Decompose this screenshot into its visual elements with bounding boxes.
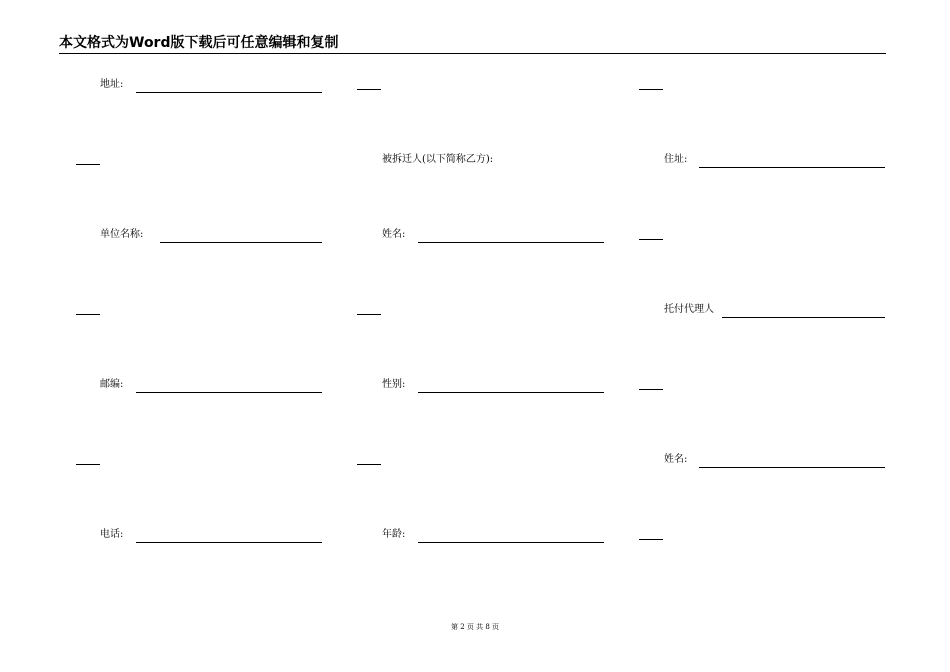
blank-line <box>136 392 322 393</box>
field-label-name-b: 姓名: <box>382 229 406 240</box>
short-blank <box>357 89 381 90</box>
field-age <box>382 528 604 544</box>
short-blank <box>639 389 663 390</box>
short-blank <box>639 239 663 240</box>
field-label-age: 年龄: <box>382 529 406 540</box>
field-label-residence: 住址: <box>664 154 688 165</box>
field-agent-name <box>664 453 885 469</box>
blank-line <box>136 92 322 93</box>
page-number: 第 2 页 共 8 页 <box>450 623 500 631</box>
field-unit-name <box>100 228 322 244</box>
party-b-heading <box>382 153 542 169</box>
short-blank <box>76 464 100 465</box>
blank-line <box>418 392 604 393</box>
header-title: 本文格式为Word版下载后可任意编辑和复制 <box>59 35 339 51</box>
field-gender <box>382 378 604 394</box>
party-b-label: 被拆迁人(以下简称乙方): <box>382 154 494 165</box>
short-blank <box>357 464 381 465</box>
short-blank <box>639 89 663 90</box>
blank-line <box>160 242 322 243</box>
short-blank <box>639 539 663 540</box>
page-header <box>59 34 886 54</box>
field-label-phone: 电话: <box>100 529 124 540</box>
field-residence <box>664 153 885 169</box>
blank-line <box>699 467 885 468</box>
blank-line <box>699 167 885 168</box>
field-label-agent: 托付代理人 <box>664 304 714 315</box>
short-blank <box>76 164 100 165</box>
field-address <box>100 78 322 94</box>
field-label-postcode: 邮编: <box>100 379 124 390</box>
field-phone <box>100 528 322 544</box>
field-label-gender: 性别: <box>382 379 406 390</box>
field-agent <box>664 303 885 319</box>
field-label-address: 地址: <box>100 79 124 90</box>
field-name-b <box>382 228 604 244</box>
field-label-unit-name: 单位名称: <box>100 229 144 240</box>
blank-line <box>722 317 885 318</box>
short-blank <box>76 314 100 315</box>
blank-line <box>418 242 604 243</box>
blank-line <box>418 542 604 543</box>
field-postcode <box>100 378 322 394</box>
blank-line <box>136 542 322 543</box>
field-label-agent-name: 姓名: <box>664 454 688 465</box>
short-blank <box>357 314 381 315</box>
